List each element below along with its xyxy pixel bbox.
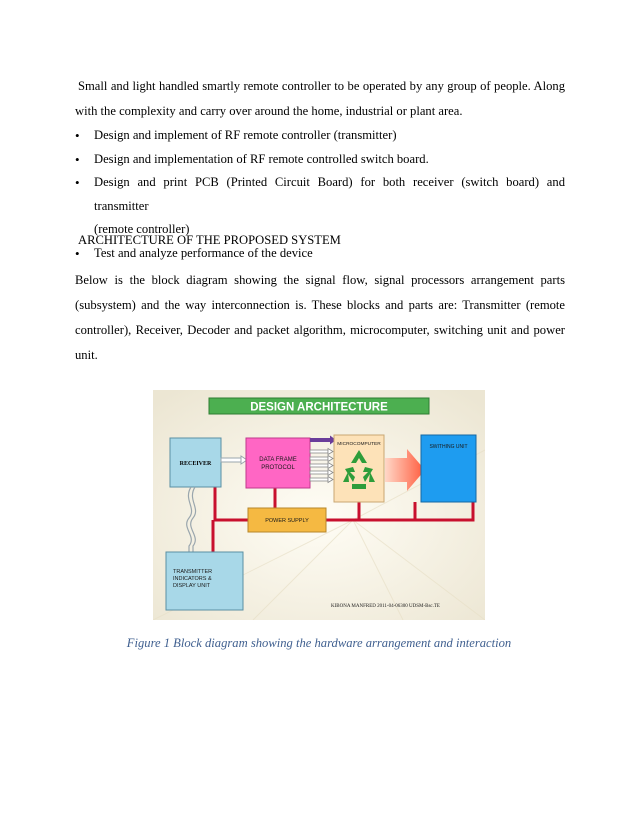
list-item: • Test and analyze performance of the device	[75, 242, 565, 266]
transmitter-label-line-2: INDICATORS &	[173, 576, 212, 582]
intro-paragraph-cont	[75, 99, 565, 124]
section-heading: ARCHITECTURE OF THE PROPOSED SYSTEM	[78, 233, 341, 247]
receiver-label: RECEIVER	[179, 461, 212, 467]
power-supply-label: POWER SUPPLY	[265, 518, 309, 524]
body-line-2: (subsystem) and the way interconnection is. These blocks and parts are: Transmitter (remote	[75, 298, 565, 312]
figure-caption: Figure 1 Block diagram showing the hardware arrangement and interaction	[126, 636, 512, 650]
list-item: • Design and implement of RF remote controller (transmitter)	[75, 124, 565, 148]
list-item-line-2: (remote controller)	[94, 222, 190, 236]
microcomputer-label: MICROCOMPUTER	[337, 442, 381, 447]
diagram-credit: KIBONA MANFRED 2011-04-06300 UDSM-Bsc.TE	[331, 604, 440, 609]
transmitter-label-line-3: DISPLAY UNIT	[173, 583, 211, 589]
data-frame-label-line-1: DATA FRAME	[259, 457, 297, 463]
diagram-title: DESIGN ARCHITECTURE	[250, 401, 388, 414]
data-frame-block	[246, 438, 310, 488]
list-item	[75, 171, 565, 242]
data-frame-label-line-2: PROTOCOL	[261, 465, 295, 471]
switching-unit-label: SWITHING UNIT	[429, 444, 468, 450]
intro-line-1: Small and light handled smartly remote controller to be operated by any group of people. Along	[78, 79, 565, 93]
body-line-4: unit.	[75, 348, 98, 362]
design-architecture-diagram	[153, 390, 485, 620]
intro-line-2: with the complexity and carry over around the home, industrial or plant area.	[75, 104, 463, 118]
list-item: • Design and implementation of RF remote controlled switch board.	[75, 148, 565, 172]
body-line-1: Below is the block diagram showing the signal flow, signal processors arrangement parts	[75, 273, 565, 287]
transmitter-label-line-1: TRANSMITTER	[173, 569, 213, 575]
body-line-3: controller), Receiver, Decoder and packet algorithm, microcomputer, switching unit and power	[75, 323, 565, 337]
intro-paragraph	[75, 74, 565, 99]
list-item-line-1: • Design and print PCB (Printed Circuit Board) for both receiver (switch board) and transmitter	[94, 175, 565, 213]
